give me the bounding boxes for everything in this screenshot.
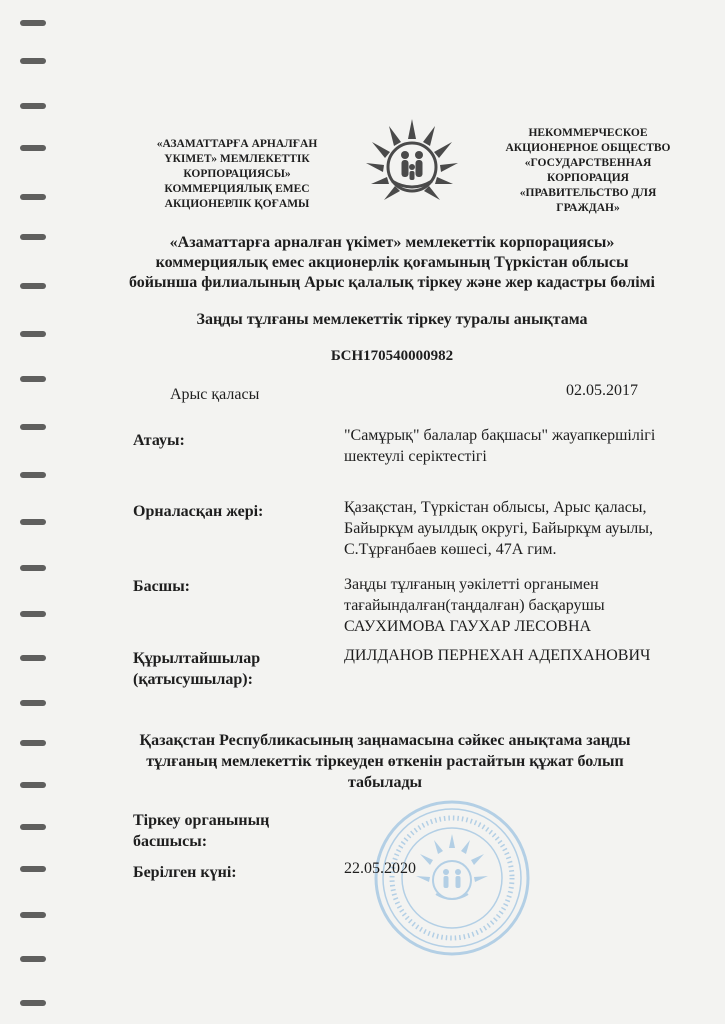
binder-hole-icon <box>20 866 46 872</box>
binder-hole-icon <box>20 331 46 337</box>
binder-hole-icon <box>20 565 46 571</box>
name-label <box>133 430 185 451</box>
header-right-line: КОРПОРАЦИЯ <box>547 172 629 184</box>
header-left-line: КОРПОРАЦИЯСЫ» <box>183 168 291 180</box>
header-org-name-russian <box>500 126 676 216</box>
label-line: Басшы: <box>133 578 191 595</box>
binder-hole-icon <box>20 912 46 918</box>
issuing-department-title <box>112 233 672 293</box>
value-line: "Самұрық" балалар бақшасы" жауапкершілігі <box>344 427 656 444</box>
binder-hole-icon <box>20 376 46 382</box>
value-line: шектеулі серіктестігі <box>344 448 487 465</box>
binder-hole-icon <box>20 283 46 289</box>
binder-hole-icon <box>20 194 46 200</box>
value-line: тағайындалған(таңдалған) басқарушы <box>344 597 605 614</box>
binder-hole-icon <box>20 519 46 525</box>
binder-hole-icon <box>20 58 46 64</box>
org-title-line: коммерциялық емес акционерлік қоғамының Түркістан облысы <box>155 254 629 271</box>
label-line: Атауы: <box>133 432 185 449</box>
issued-date-value: 22.05.2020 <box>344 860 416 877</box>
label-line: Тіркеу органының <box>133 812 270 829</box>
value-line: С.Тұрғанбаев көшесі, 47А гим. <box>344 541 557 558</box>
binder-hole-icon <box>20 700 46 706</box>
label-line: Құрылтайшылар <box>133 650 261 667</box>
bin-number: БСН170540000982 <box>330 348 454 364</box>
binder-hole-icon <box>20 611 46 617</box>
issued-date-label: Берілген күні: <box>133 864 237 881</box>
statement-line: тұлғаның мемлекеттік тіркеуден өткенін растайтын құжат болып <box>146 753 624 770</box>
header-left-line: АКЦИОНЕРЛІК ҚОҒАМЫ <box>164 198 310 210</box>
org-title-line: бойынша филиалының Арыс қалалық тіркеу және жер кадастры бөлімі <box>129 274 655 291</box>
binder-hole-icon <box>20 103 46 109</box>
value-line: Байыркұм ауылдық округі, Байыркұм ауылы, <box>344 520 654 537</box>
location-label <box>133 501 263 522</box>
org-title-line: «Азаматтарға арналған үкімет» мемлекеттік корпорациясы» <box>169 234 615 251</box>
head-value <box>344 574 684 637</box>
name-value <box>344 425 684 467</box>
founders-value <box>344 645 684 666</box>
binder-hole-icon <box>20 424 46 430</box>
founders-label <box>133 648 260 690</box>
header-right-line: ГРАЖДАН» <box>556 202 620 214</box>
binder-hole-icon <box>20 655 46 661</box>
binder-hole-icon <box>20 824 46 830</box>
header-left-line: «АЗАМАТТАРҒА АРНАЛҒАН <box>156 138 318 150</box>
registration-head-label <box>133 810 269 852</box>
statement-line: табылады <box>347 774 423 791</box>
binder-hole-icon <box>20 740 46 746</box>
header-left-line: ҮКІМЕТ» МЕМЛЕКЕТТІК <box>164 153 310 165</box>
binder-hole-icon <box>20 234 46 240</box>
location-value <box>344 497 684 560</box>
binder-hole-icon <box>20 20 46 26</box>
family-sun-emblem-icon <box>362 117 462 207</box>
label-line: Орналасқан жері: <box>133 503 264 520</box>
legal-validity-statement <box>110 730 660 793</box>
statement-line: Қазақстан Республикасының заңнамасына сәйкес анықтама заңды <box>139 732 631 749</box>
label-line: басшысы: <box>133 833 208 850</box>
binder-hole-icon <box>20 956 46 962</box>
city-name: Арыс қаласы <box>170 386 260 403</box>
header-right-line: «ПРАВИТЕЛЬСТВО ДЛЯ <box>519 187 657 199</box>
header-right-line: «ГОСУДАРСТВЕННАЯ <box>524 157 652 169</box>
value-line: ДИЛДАНОВ ПЕРНЕХАН АДЕПХАНОВИЧ <box>344 647 651 664</box>
header-right-line: НЕКОММЕРЧЕСКОЕ <box>528 127 648 139</box>
binder-hole-icon <box>20 1000 46 1006</box>
binder-hole-icon <box>20 782 46 788</box>
document-title: Заңды тұлғаны мемлекеттік тіркеу туралы анықтама <box>196 311 588 328</box>
value-line: Қазақстан, Түркістан облысы, Арыс қаласы, <box>344 499 647 516</box>
registration-date: 02.05.2017 <box>566 382 638 399</box>
header-org-name-kazakh <box>122 137 352 212</box>
value-line: Заңды тұлғаның уәкілетті органымен <box>344 576 599 593</box>
binder-hole-icon <box>20 145 46 151</box>
header-left-line: КОММЕРЦИЯЛЫҚ ЕМЕС <box>164 183 310 195</box>
header-right-line: АКЦИОНЕРНОЕ ОБЩЕСТВО <box>505 142 671 154</box>
value-line: САУХИМОВА ГАУХАР ЛЕСОВНА <box>344 618 592 635</box>
label-line: (қатысушылар): <box>133 671 253 688</box>
head-label <box>133 576 190 597</box>
binder-hole-icon <box>20 472 46 478</box>
